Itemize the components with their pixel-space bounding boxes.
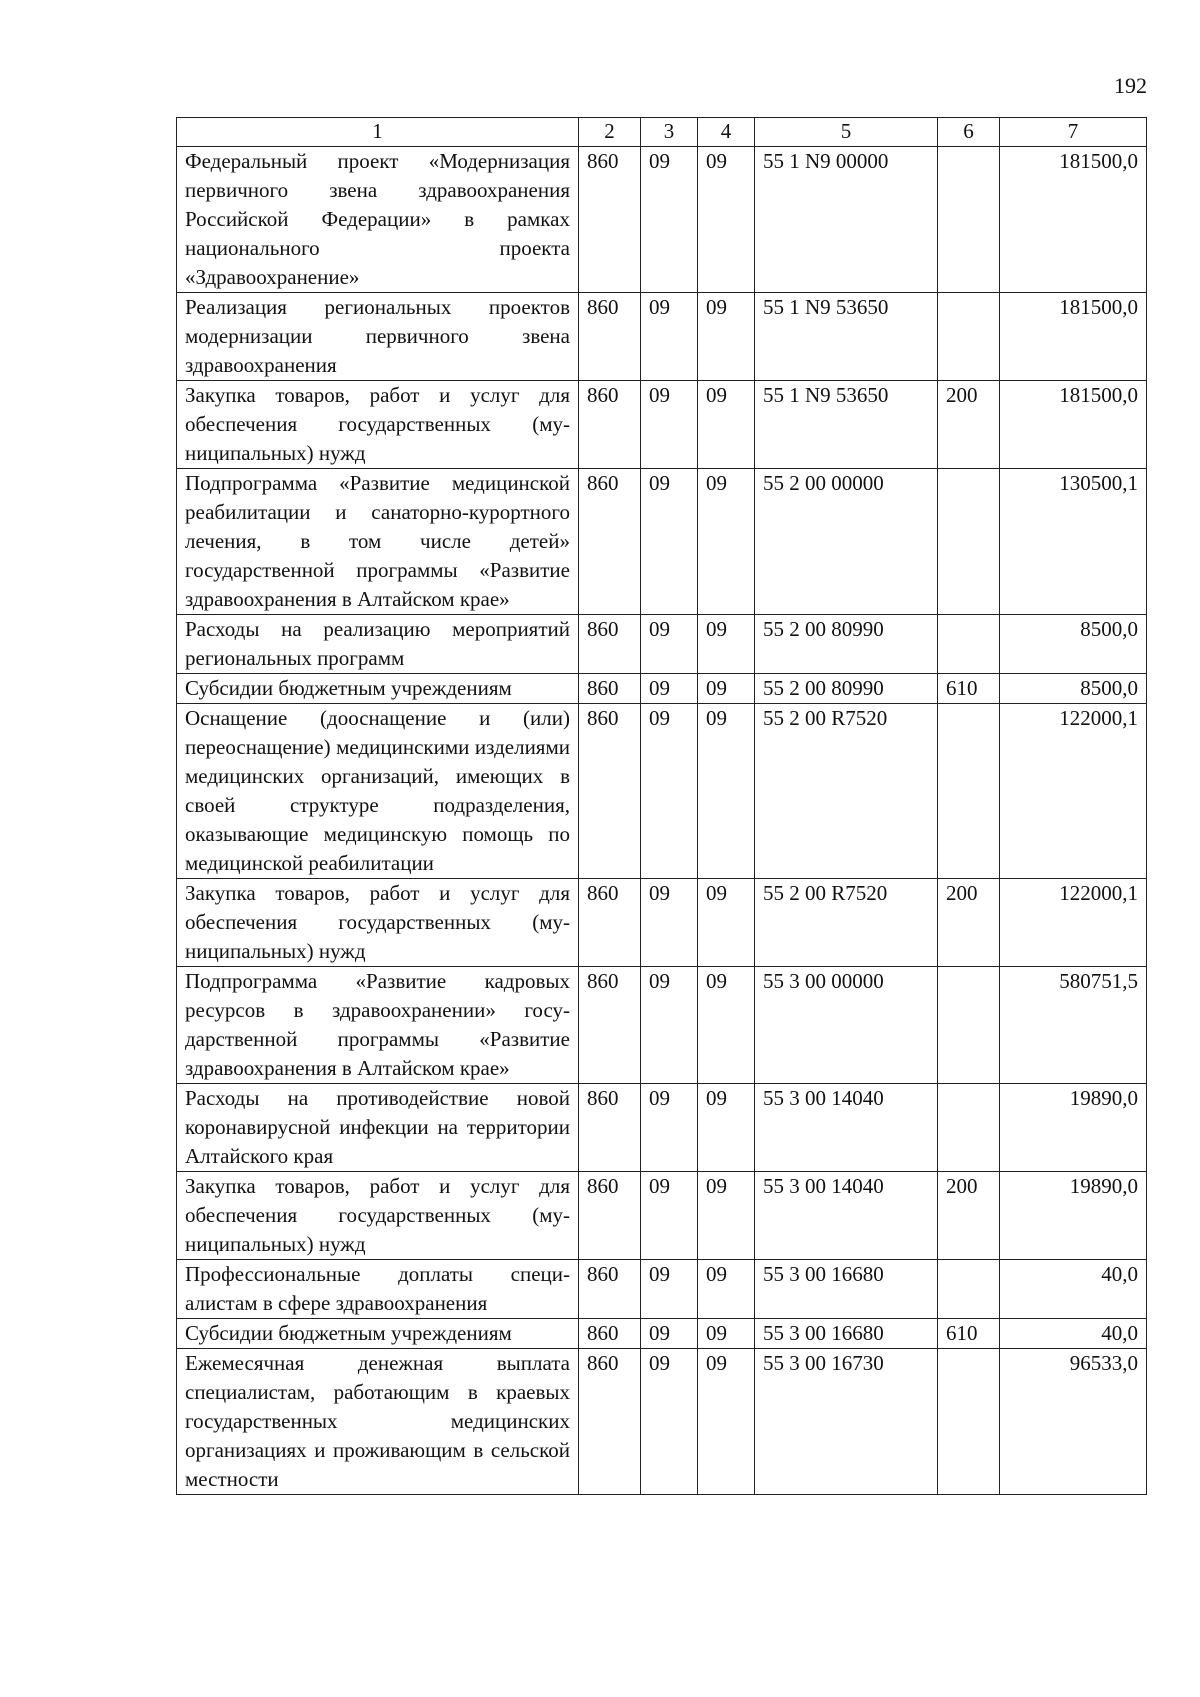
budget-table: [176, 117, 1147, 1495]
row-col3-cell: 09: [641, 1084, 698, 1172]
table-row: [177, 147, 1147, 293]
row-amount-cell: 96533,0: [1000, 1349, 1147, 1495]
table-row: [177, 674, 1147, 704]
row-col2-cell: 860: [579, 293, 641, 381]
row-col2-cell: 860: [579, 674, 641, 704]
row-code-cell: 55 3 00 16680: [755, 1260, 938, 1319]
row-code-cell: 55 3 00 16680: [755, 1319, 938, 1349]
row-col2-cell: 860: [579, 967, 641, 1084]
row-col2-cell: 860: [579, 1349, 641, 1495]
row-col3-cell: 09: [641, 1260, 698, 1319]
row-amount-cell: 181500,0: [1000, 381, 1147, 469]
row-amount-cell: 181500,0: [1000, 147, 1147, 293]
table-row: [177, 469, 1147, 615]
row-col6-cell: 200: [938, 879, 1000, 967]
row-amount-cell: 40,0: [1000, 1260, 1147, 1319]
row-col4-cell: 09: [698, 967, 755, 1084]
row-code-cell: 55 1 N9 53650: [755, 293, 938, 381]
header-row: [177, 118, 1147, 147]
row-col6-cell: 610: [938, 1319, 1000, 1349]
row-code-cell: 55 2 00 R7520: [755, 704, 938, 879]
row-col6-cell: [938, 615, 1000, 674]
row-col3-cell: 09: [641, 704, 698, 879]
table-row: [177, 1260, 1147, 1319]
row-col4-cell: 09: [698, 704, 755, 879]
row-col2-cell: 860: [579, 1084, 641, 1172]
row-col3-cell: 09: [641, 879, 698, 967]
row-name-cell: Оснащение (дооснащение и (или) переоснащение) медицинскими изделиями медицинских организаций, имеющих в своей структуре подразделения, оказывающие медицинскую помощь по медицинской реабилитации: [177, 704, 579, 879]
row-col4-cell: 09: [698, 1172, 755, 1260]
row-col2-cell: 860: [579, 879, 641, 967]
row-col3-cell: 09: [641, 674, 698, 704]
row-col6-cell: [938, 1260, 1000, 1319]
row-code-cell: 55 1 N9 53650: [755, 381, 938, 469]
row-code-cell: 55 2 00 80990: [755, 615, 938, 674]
row-col6-cell: 200: [938, 1172, 1000, 1260]
row-col4-cell: 09: [698, 469, 755, 615]
row-col6-cell: [938, 1349, 1000, 1495]
row-code-cell: 55 2 00 R7520: [755, 879, 938, 967]
table-header: [177, 118, 1147, 147]
row-col3-cell: 09: [641, 967, 698, 1084]
row-name-cell: Расходы на реализацию мероприятий региональных программ: [177, 615, 579, 674]
row-name-cell: Профессиональные доплаты специалистам в сфере здравоохранения: [177, 1260, 579, 1319]
row-col4-cell: 09: [698, 1349, 755, 1495]
row-col3-cell: 09: [641, 293, 698, 381]
row-col2-cell: 860: [579, 704, 641, 879]
row-code-cell: 55 3 00 16730: [755, 1349, 938, 1495]
row-col2-cell: 860: [579, 381, 641, 469]
row-col4-cell: 09: [698, 615, 755, 674]
row-amount-cell: 19890,0: [1000, 1172, 1147, 1260]
row-name-cell: Подпрограмма «Развитие кадровых ресурсов в здравоохранении» государственной программы «Развитие здравоохранения в Алтайском крае»: [177, 967, 579, 1084]
table-row: [177, 1319, 1147, 1349]
row-col6-cell: [938, 469, 1000, 615]
header-col-5: 5: [755, 118, 938, 147]
row-col2-cell: 860: [579, 615, 641, 674]
table-body: [177, 147, 1147, 1495]
row-col4-cell: 09: [698, 1319, 755, 1349]
table-row: [177, 967, 1147, 1084]
header-col-6: 6: [938, 118, 1000, 147]
row-col6-cell: [938, 293, 1000, 381]
row-col6-cell: [938, 147, 1000, 293]
row-col2-cell: 860: [579, 1172, 641, 1260]
row-name-cell: Реализация региональных проектов модернизации первичного звена здравоохранения: [177, 293, 579, 381]
row-code-cell: 55 2 00 80990: [755, 674, 938, 704]
table-row: [177, 879, 1147, 967]
row-name-cell: Ежемесячная денежная выплата специалистам, работающим в краевых государственных медицинских организациях и проживающим в сельской местности: [177, 1349, 579, 1495]
row-name-cell: Подпрограмма «Развитие медицинской реабилитации и санаторно-курортного лечения, в том числе детей» государственной программы «Развитие здравоохранения в Алтайском крае»: [177, 469, 579, 615]
row-name-cell: Субсидии бюджетным учреждениям: [177, 674, 579, 704]
page-number: 192: [1114, 73, 1147, 98]
row-col3-cell: 09: [641, 469, 698, 615]
header-col-3: 3: [641, 118, 698, 147]
table-row: [177, 1349, 1147, 1495]
row-name-cell: Закупка товаров, работ и услуг для обеспечения государственных (муниципальных) нужд: [177, 879, 579, 967]
row-amount-cell: 40,0: [1000, 1319, 1147, 1349]
row-amount-cell: 122000,1: [1000, 704, 1147, 879]
row-code-cell: 55 3 00 14040: [755, 1172, 938, 1260]
row-col4-cell: 09: [698, 674, 755, 704]
row-name-cell: Расходы на противодействие новой коронавирусной инфекции на территории Алтайского края: [177, 1084, 579, 1172]
row-amount-cell: 8500,0: [1000, 615, 1147, 674]
row-col6-cell: [938, 1084, 1000, 1172]
header-col-4: 4: [698, 118, 755, 147]
table-row: [177, 1172, 1147, 1260]
row-name-cell: Федеральный проект «Модернизация первичного звена здравоохранения Российской Федерации» в рамках национального проекта «Здравоохранение»: [177, 147, 579, 293]
header-col-1: 1: [177, 118, 579, 147]
row-col6-cell: 200: [938, 381, 1000, 469]
row-col3-cell: 09: [641, 1349, 698, 1495]
row-amount-cell: 8500,0: [1000, 674, 1147, 704]
row-col4-cell: 09: [698, 879, 755, 967]
row-name-cell: Закупка товаров, работ и услуг для обеспечения государственных (муниципальных) нужд: [177, 381, 579, 469]
table-row: [177, 704, 1147, 879]
row-col4-cell: 09: [698, 1260, 755, 1319]
row-name-cell: Закупка товаров, работ и услуг для обеспечения государственных (муниципальных) нужд: [177, 1172, 579, 1260]
row-code-cell: 55 2 00 00000: [755, 469, 938, 615]
header-col-7: 7: [1000, 118, 1147, 147]
table-row: [177, 381, 1147, 469]
row-col2-cell: 860: [579, 147, 641, 293]
row-col3-cell: 09: [641, 147, 698, 293]
row-code-cell: 55 1 N9 00000: [755, 147, 938, 293]
row-amount-cell: 181500,0: [1000, 293, 1147, 381]
table-row: [177, 615, 1147, 674]
row-amount-cell: 19890,0: [1000, 1084, 1147, 1172]
row-col2-cell: 860: [579, 469, 641, 615]
row-col3-cell: 09: [641, 1172, 698, 1260]
row-col4-cell: 09: [698, 147, 755, 293]
table-row: [177, 293, 1147, 381]
header-col-2: 2: [579, 118, 641, 147]
table-row: [177, 1084, 1147, 1172]
row-code-cell: 55 3 00 00000: [755, 967, 938, 1084]
row-amount-cell: 122000,1: [1000, 879, 1147, 967]
row-col6-cell: 610: [938, 674, 1000, 704]
row-col4-cell: 09: [698, 381, 755, 469]
row-col3-cell: 09: [641, 381, 698, 469]
row-code-cell: 55 3 00 14040: [755, 1084, 938, 1172]
row-amount-cell: 130500,1: [1000, 469, 1147, 615]
row-amount-cell: 580751,5: [1000, 967, 1147, 1084]
row-col3-cell: 09: [641, 1319, 698, 1349]
row-col2-cell: 860: [579, 1260, 641, 1319]
row-col2-cell: 860: [579, 1319, 641, 1349]
row-col6-cell: [938, 967, 1000, 1084]
row-name-cell: Субсидии бюджетным учреждениям: [177, 1319, 579, 1349]
row-col6-cell: [938, 704, 1000, 879]
row-col4-cell: 09: [698, 293, 755, 381]
row-col4-cell: 09: [698, 1084, 755, 1172]
row-col3-cell: 09: [641, 615, 698, 674]
